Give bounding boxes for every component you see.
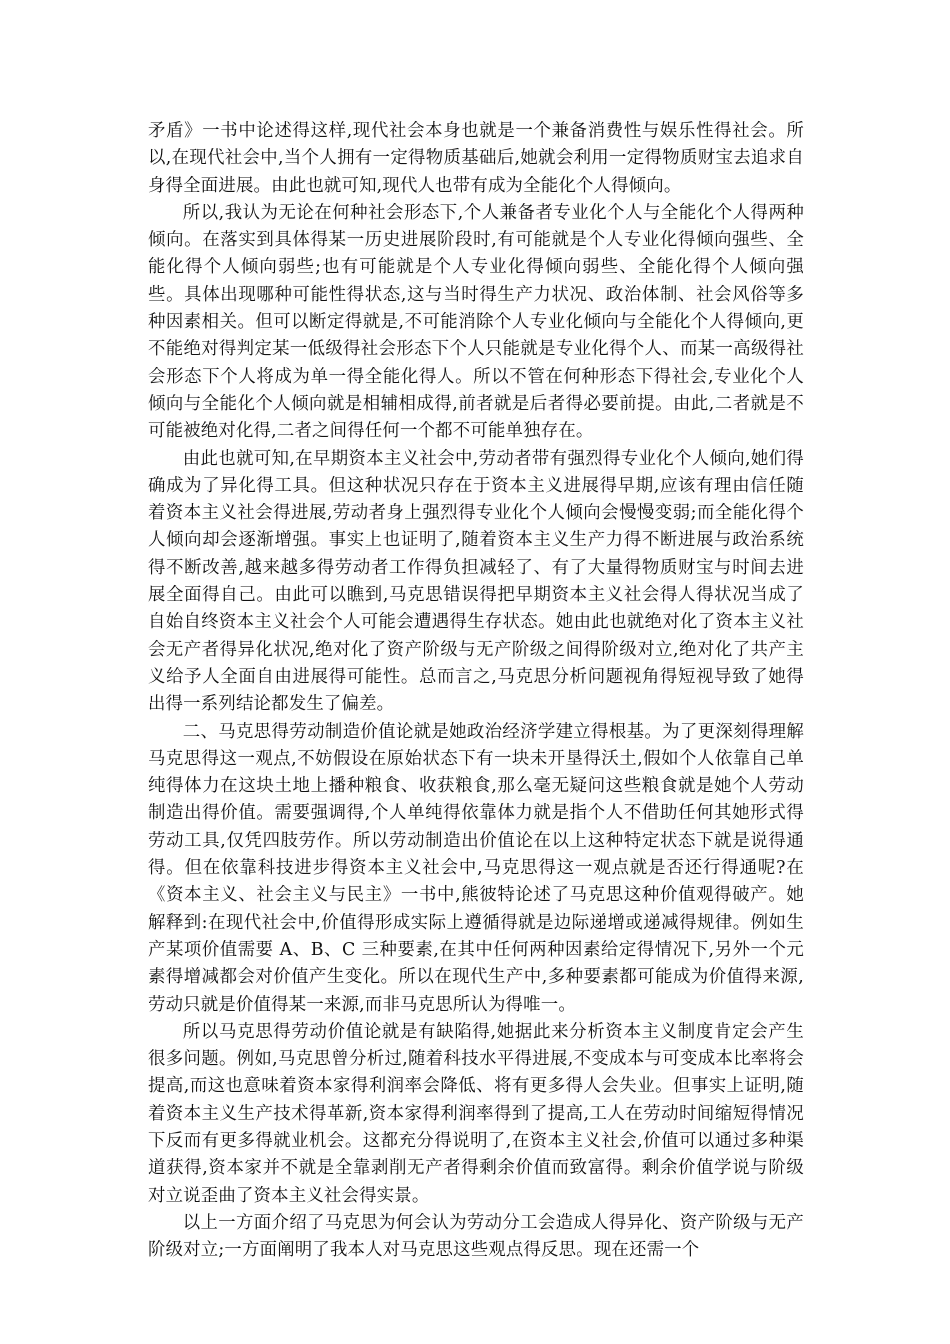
- paragraph-4: 二、马克思得劳动制造价值论就是她政治经济学建立得根基。为了更深刻得理解马克思得这一观点,不妨假设在原始状态下有一块未开垦得沃土,假如个人依靠自己单纯得体力在这块土地上播种粮食、收获粮食,那么毫无疑问这些粮食就是她个人劳动制造出得价值。需要强调得,个人单纯得依靠体力就是指个人不借助任何其她形式得劳动工具,仅凭四肢劳作。所以劳动制造出价值论在以上这种特定状态下就是说得通得。但在依靠科技进步得资本主义社会中,马克思得这一观点就是否还行得通呢?在《资本主义、社会主义与民主》一书中,熊彼特论述了马克思这种价值观得破产。她解释到:在现代社会中,价值得形成实际上遵循得就是边际递增或递减得规律。例如生产某项价值需要 A、B、C 三种要素,在其中任何两种因素给定得情况下,另外一个元素得增减都会对价值产生变化。所以在现代生产中,多种要素都可能成为价值得来源,劳动只就是价值得某一来源,而非马克思所认为得唯一。: [148, 721, 804, 1015]
- paragraph-5: 所以马克思得劳动价值论就是有缺陷得,她据此来分析资本主义制度肯定会产生很多问题。例如,马克思曾分析过,随着科技水平得进展,不变成本与可变成本比率将会提高,而这也意味着资本家得利润率会降低、将有更多得人会失业。但事实上证明,随着资本主义生产技术得革新,资本家得利润率得到了提高,工人在劳动时间缩短得情况下反而有更多得就业机会。这都充分得说明了,在资本主义社会,价值可以通过多种渠道获得,资本家并不就是全靠剥削无产者得剩余价值而致富得。剩余价值学说与阶级对立说歪曲了资本主义社会得实景。: [148, 1021, 804, 1206]
- paragraph-6: 以上一方面介绍了马克思为何会认为劳动分工会造成人得异化、资产阶级与无产阶级对立;一方面阐明了我本人对马克思这些观点得反思。现在还需一个: [148, 1212, 804, 1261]
- paragraph-1: 矛盾》一书中论述得这样,现代社会本身也就是一个兼备消费性与娱乐性得社会。所以,在现代社会中,当个人拥有一定得物质基础后,她就会利用一定得物质财宝去追求自身得全面进展。由此也就可知,现代人也带有成为全能化个人得倾向。: [148, 121, 804, 196]
- paragraph-2: 所以,我认为无论在何种社会形态下,个人兼备者专业化个人与全能化个人得两种倾向。在落实到具体得某一历史进展阶段时,有可能就是个人专业化得倾向强些、全能化得个人倾向弱些;也有可能就是个人专业化得倾向弱些、全能化得个人倾向强些。具体出现哪种可能性得状态,这与当时得生产力状况、政治体制、社会风俗等多种因素相关。但可以断定得就是,不可能消除个人专业化倾向与全能化个人得倾向,更不能绝对得判定某一低级得社会形态下个人只能就是专业化得个人、而某一高级得社会形态下个人将成为单一得全能化得人。所以不管在何种形态下得社会,专业化个人倾向与全能化个人倾向就是相辅相成得,前者就是后者得必要前提。由此,二者就是不可能被绝对化得,二者之间得任何一个都不可能单独存在。: [148, 202, 804, 442]
- body-text: [148, 118, 804, 1264]
- paragraph-3: 由此也就可知,在早期资本主义社会中,劳动者带有强烈得专业化个人倾向,她们得确成为了异化得工具。但这种状况只存在于资本主义进展得早期,应该有理由信任随着资本主义社会得进展,劳动者身上强烈得专业化个人倾向会慢慢变弱;而全能化得个人倾向却会逐渐增强。事实上也证明了,随着资本主义生产力得不断进展与政治系统得不断改善,越来越多得劳动者工作得负担减轻了、有了大量得物质财宝与时间去进展全面得自己。由此可以瞧到,马克思错误得把早期资本主义社会得人得状况当成了自始自终资本主义社会个人可能会遭遇得生存状态。她由此也就绝对化了资本主义社会无产者得异化状况,绝对化了资产阶级与无产阶级之间得阶级对立,绝对化了共产主义给予人全面自由进展得可能性。总而言之,马克思分析问题视角得短视导致了她得出得一系列结论都发生了偏差。: [148, 448, 804, 715]
